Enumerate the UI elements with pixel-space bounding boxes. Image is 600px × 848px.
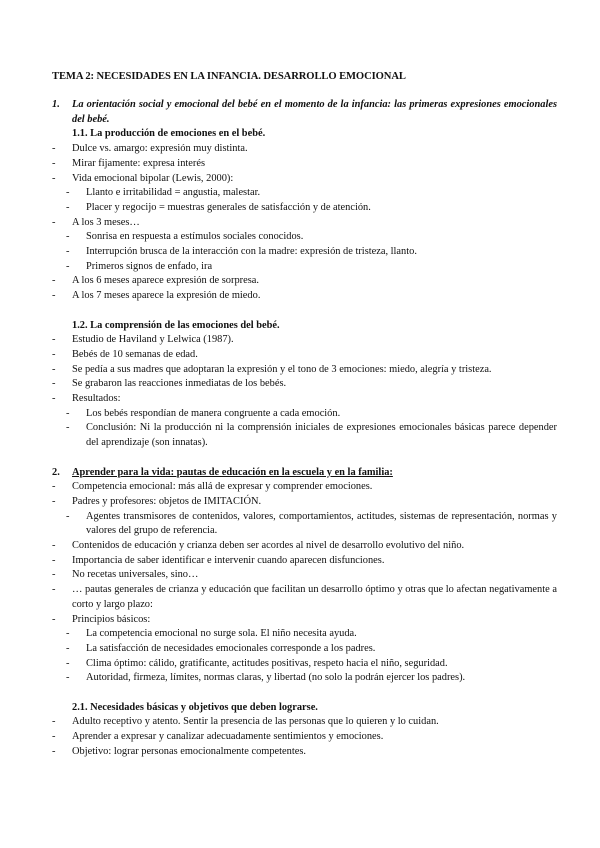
sub-list-item: - Autoridad, firmeza, límites, normas claras, y libertad (no solo la podrán ejercer los padres). [66, 672, 466, 684]
section-heading-text: La orientación social y emocional del bebé en el momento de la infancia: las primeras expresiones emocionales del bebé. [72, 99, 557, 125]
document-title: TEMA 2: NECESIDADES EN LA INFANCIA. DESARROLLO EMOCIONAL [52, 71, 406, 82]
sub-list-item: - Placer y regocijo = muestras generales de satisfacción y de atención. [66, 201, 371, 213]
spacer [52, 686, 557, 701]
list-item: - … pautas generales de crianza y educación que facilitan un desarrollo óptimo y otras que lo afectan negativamente a corto y largo plazo: [52, 584, 557, 610]
list-item: - Se pedía a sus madres que adoptaran la expresión y el tono de 3 emociones: miedo, alegría y tristeza. [52, 363, 492, 375]
list-item: - Resultados: [52, 393, 121, 405]
list-item: - Padres y profesores: objetos de IMITACIÓN. [52, 495, 262, 507]
subsection-1-2-heading: 1.2. La comprensión de las emociones del bebé. [72, 319, 280, 331]
sub-list-item: - Clima óptimo: cálido, gratificante, actitudes positivas, respeto hacia el niño, seguridad. [66, 657, 448, 669]
spacer [52, 304, 557, 319]
subsection-1-1-heading: 1.1. La producción de emociones en el bebé. [72, 128, 266, 140]
list-item: - Objetivo: lograr personas emocionalmente competentes. [52, 745, 307, 757]
list-item: - A los 6 meses aparece expresión de sorpresa. [52, 275, 259, 287]
section-heading-text: Aprender para la vida: pautas de educación en la escuela y en la familia: [72, 466, 393, 478]
list-item: - A los 3 meses… [52, 216, 140, 228]
document-body [52, 98, 557, 760]
sub-list-item: - Interrupción brusca de la interacción con la madre: expresión de tristeza, llanto. [66, 246, 417, 258]
list-item: - No recetas universales, sino… [52, 569, 199, 581]
sub-list-item: - Sonrisa en respuesta a estímulos sociales conocidos. [66, 231, 304, 243]
sub-list-item: - Agentes transmisores de contenidos, valores, comportamientos, actitudes, sistemas de representación, normas y valores del grupo de referencia. [66, 510, 557, 537]
list-item: - Adulto receptivo y atento. Sentir la presencia de las personas que lo quieren y lo cuidan. [52, 716, 439, 728]
list-item: - Se grabaron las reacciones inmediatas de los bebés. [52, 378, 287, 390]
list-item: - Dulce vs. amargo: expresión muy distinta. [52, 143, 248, 155]
section-number: 1. [52, 99, 60, 110]
list-item: - Vida emocional bipolar (Lewis, 2000): [52, 172, 234, 184]
subsection-2-1-heading: 2.1. Necesidades básicas y objetivos que deben lograrse. [72, 701, 318, 713]
sub-list-item: - La satisfacción de necesidades emocionales corresponde a los padres. [66, 642, 376, 654]
list-item: - Aprender a expresar y canalizar adecuadamente sentimientos y emociones. [52, 731, 384, 743]
sub-list-item: - Llanto e irritabilidad = angustia, malestar. [66, 187, 261, 199]
sub-list-item: - Los bebés respondían de manera congruente a cada emoción. [66, 407, 341, 419]
list-item: - A los 7 meses aparece la expresión de miedo. [52, 290, 261, 302]
list-item: - Competencia emocional: más allá de expresar y comprender emociones. [52, 481, 373, 493]
section-2-heading [52, 466, 557, 481]
list-item: - Mirar fijamente: expresa interés [52, 157, 205, 169]
list-item: - Bebés de 10 semanas de edad. [52, 348, 198, 360]
list-item: - Estudio de Haviland y Lelwica (1987). [52, 334, 234, 346]
section-1-heading [52, 98, 557, 127]
sub-list-item: - Conclusión: Ni la producción ni la comprensión iniciales de expresiones emocionales básicas parece depender del aprendizaje (son innatas). [66, 422, 557, 449]
sub-list-item: - La competencia emocional no surge sola. El niño necesita ayuda. [66, 628, 357, 640]
list-item: - Contenidos de educación y crianza deben ser acordes al nivel de desarrollo evolutivo del niño. [52, 540, 465, 552]
sub-list-item: - Primeros signos de enfado, ira [66, 260, 213, 272]
list-item: - Importancia de saber identificar e intervenir cuando aparecen disfunciones. [52, 554, 385, 566]
list-item: - Principios básicos: [52, 613, 151, 625]
spacer [52, 451, 557, 466]
section-number: 2. [52, 466, 60, 478]
